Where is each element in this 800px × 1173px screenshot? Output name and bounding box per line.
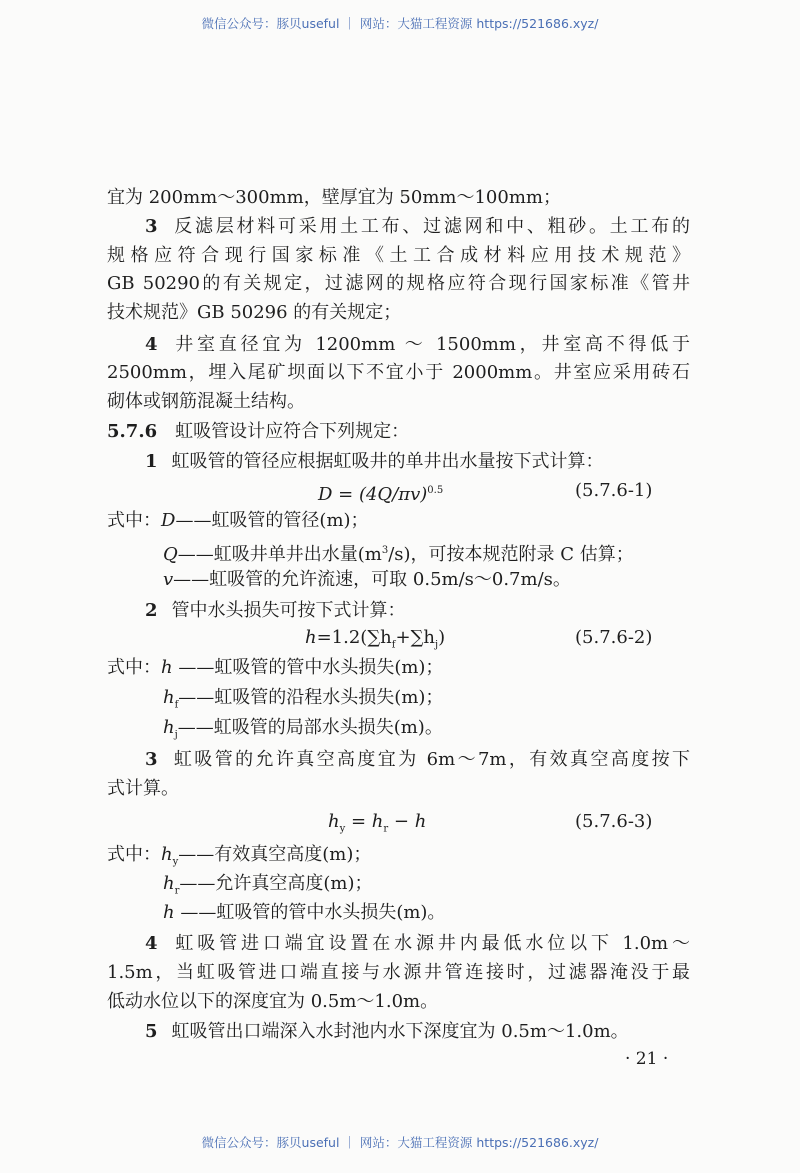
item-2: [145, 599, 406, 623]
text-line: 1.5m，当虹吸管进口端直接与水源井管连接时，过滤器淹没于最: [107, 962, 690, 983]
text: 反滤层材料可采用土工布、过滤网和中、粗砂。土工布的: [171, 216, 690, 237]
definition: /s)，可按本规范附录 C 估算；: [388, 544, 634, 565]
equation-number: (5.7.6-2): [575, 627, 653, 648]
formula-text: D = (4Q/πv): [318, 484, 428, 505]
subscript: j: [435, 639, 439, 651]
text-line: 技术规范》GB 50296 的有关规定；: [107, 302, 402, 323]
where-line: [163, 568, 571, 592]
definition: ——虹吸管的管径(m)；: [175, 510, 369, 531]
text-line: 2500mm，埋入尾矿坝面以下不宜小于 2000mm。井室应采用砖石: [107, 362, 690, 383]
text-line: 规格应符合现行国家标准《土工合成材料应用技术规范》: [107, 245, 690, 266]
item-3: [145, 748, 690, 772]
where-label: 式中：: [107, 510, 161, 531]
definition: ——虹吸管的沿程水头损失(m)；: [178, 687, 444, 708]
section-heading: [107, 420, 409, 444]
where-line: [107, 843, 371, 875]
text: 管中水头损失可按下式计算：: [171, 600, 406, 621]
definition: ——允许真空高度(m)；: [179, 873, 373, 894]
symbol: h: [163, 902, 175, 923]
formula-1: [318, 479, 443, 507]
symbol: h: [328, 811, 340, 832]
where-line: [107, 509, 369, 533]
item-number: 2: [145, 600, 158, 621]
definition: ——虹吸管的局部水头损失(m)。: [177, 717, 443, 738]
text-line: 宜为 200mm～300mm，壁厚宜为 50mm～100mm；: [107, 187, 561, 208]
text-line: GB 50290的有关规定，过滤网的规格应符合现行国家标准《管井: [107, 273, 690, 294]
where-line: [163, 872, 373, 904]
definition: ——虹吸井单井出水量(m: [177, 544, 382, 565]
formula-exponent: 0.5: [427, 485, 444, 496]
where-line: [163, 686, 443, 718]
item-number: 3: [145, 216, 158, 237]
item-number: 4: [145, 933, 158, 954]
item-number: 5: [145, 1021, 158, 1042]
subscript: j: [174, 729, 178, 741]
symbol: h: [163, 687, 175, 708]
subscript: f: [391, 639, 396, 651]
where-line: [163, 901, 445, 925]
watermark-top: 微信公众号：豚贝useful ｜ 网站：大猫工程资源 https://521686.xyz/: [201, 16, 599, 31]
section-number: 5.7.6: [107, 421, 158, 442]
definition: ——虹吸管的允许流速，可取 0.5m/s～0.7m/s。: [173, 569, 571, 590]
where-label: 式中：: [107, 844, 161, 865]
formula-3: [328, 810, 426, 842]
where-line: [107, 656, 443, 680]
formula-2: [305, 626, 445, 658]
paragraph-4-line: [145, 333, 690, 357]
formula-text: +∑h: [395, 627, 436, 648]
formula-text: =: [345, 811, 372, 832]
symbol: Q: [163, 544, 178, 565]
text: 虹吸管的管径应根据虹吸井的单井出水量按下式计算：: [171, 451, 604, 472]
item-number: 1: [145, 451, 158, 472]
symbol: h: [414, 811, 427, 832]
formula-text: ): [438, 627, 446, 648]
item-4: [145, 932, 690, 956]
watermark-bottom: 微信公众号：豚贝useful ｜ 网站：大猫工程资源 https://521686.xyz/: [201, 1135, 599, 1150]
formula-text: =1.2(∑h: [316, 627, 392, 648]
equation-number: (5.7.6-1): [575, 480, 653, 501]
symbol: v: [163, 569, 174, 590]
paragraph-3-line: [145, 215, 690, 239]
definition: ——有效真空高度(m)；: [178, 844, 372, 865]
symbol: D: [161, 510, 176, 531]
symbol: h: [163, 717, 175, 738]
superscript: 3: [381, 545, 389, 556]
definition: ——虹吸管的管中水头损失(m)；: [172, 657, 444, 678]
text: 虹吸管的允许真空高度宜为 6m～7m，有效真空高度按下: [171, 749, 690, 770]
where-line: [163, 716, 443, 748]
symbol: h: [305, 627, 317, 648]
subscript: y: [172, 856, 179, 868]
text-line: 式计算。: [107, 778, 179, 799]
text: 井室直径宜为 1200mm ～ 1500mm，井室高不得低于: [171, 334, 690, 355]
symbol: h: [371, 811, 384, 832]
formula-text: −: [388, 811, 415, 832]
subscript: r: [383, 823, 389, 835]
subscript: r: [174, 885, 180, 897]
symbol: h: [161, 657, 173, 678]
text: 虹吸管出口端深入水封池内水下深度宜为 0.5m～1.0m。: [171, 1021, 629, 1042]
where-line: [163, 539, 634, 567]
text: 虹吸管进口端宜设置在水源井内最低水位以下 1.0m～: [171, 933, 690, 954]
section-title: 虹吸管设计应符合下列规定：: [175, 421, 410, 442]
symbol: h: [161, 844, 173, 865]
item-number: 4: [145, 334, 158, 355]
where-label: 式中：: [107, 657, 161, 678]
subscript: f: [174, 699, 179, 711]
page-number: · 21 ·: [625, 1049, 669, 1069]
text-line: 砌体或钢筋混凝土结构。: [107, 391, 305, 412]
subscript: y: [339, 823, 346, 835]
definition: ——虹吸管的管中水头损失(m)。: [174, 902, 446, 923]
equation-number: (5.7.6-3): [575, 811, 653, 832]
text-line: 低动水位以下的深度宜为 0.5m～1.0m。: [107, 991, 439, 1012]
item-1: [145, 450, 604, 474]
item-number: 3: [145, 749, 158, 770]
item-5: [145, 1020, 629, 1044]
symbol: h: [163, 873, 175, 894]
